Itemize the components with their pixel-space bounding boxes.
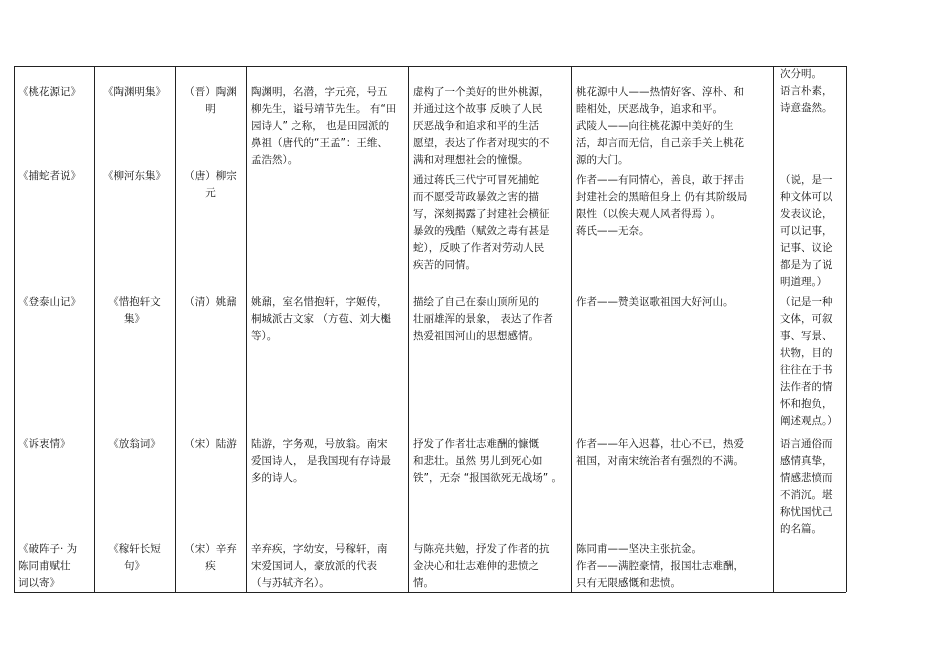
row-3-notes: （记是一种 文体，可叙 事、写景、 状物，目的 往往在于书 法作者的情 怀和抱负， 阐述观点。）: [780, 296, 838, 427]
row-5-bio: 辛弃疾，字幼安，号稼轩，南 宋爱国词人，豪放派的代表 （与苏轼齐名）。: [251, 543, 388, 589]
row-4-characters: 作者——年入迟暮，壮心不已，热爱 祖国，对南宋统治者有强烈的不满。: [576, 438, 744, 467]
row-2-title: 《捕蛇者说》: [18, 170, 81, 182]
row-2-theme: 通过蒋氏三代宁可冒死捕蛇 而不愿受苛政暴敛之害的描 写，深刻揭露了封建社会横征 暴敛的残酷（赋敛之毒有甚是 蛇），反映了作者对劳动人民 疾苦的同情。: [413, 174, 550, 271]
row-3-title: 《登泰山记》: [18, 296, 81, 308]
row-5-author: （宋）辛弃 疾: [184, 543, 237, 572]
column-divider: [408, 66, 409, 592]
table-bottom-border: [14, 592, 846, 593]
row-3-characters: 作者——赞美讴歌祖国大好河山。: [576, 296, 734, 308]
row-2-collection: 《柳河东集》: [103, 170, 166, 182]
notes-overflow-text: 次分明。 语言朴素， 诗意盎然。: [780, 68, 833, 114]
row-3-collection: 《惜抱轩文 集》: [108, 296, 161, 325]
row-2-characters: 作者——有同情心，善良，敢于抨击 封建社会的黑暗但身上 仍有其阶级局 限性（以俟夫观人风者得焉 ）。 蒋氏——无奈。: [576, 174, 748, 237]
row-2-author: （唐）柳宗 元: [184, 170, 237, 199]
row-4-notes: 语言通俗而 感情真挚， 情感悲愤而 不消沉。堪 称忧国忧己 的名篇。: [780, 438, 833, 535]
column-divider: [773, 66, 774, 592]
row-5-title: 《破阵子· 为 陈同甫赋壮 词以寄》: [18, 543, 78, 589]
row-3-theme: 描绘了自己在泰山顶所见的 壮丽雄浑的景象， 表达了作者 热爱祖国河山的思想感情。: [413, 296, 553, 342]
row-4-title: 《诉衷情》: [18, 438, 71, 450]
row-4-author: （宋）陆游: [184, 438, 237, 450]
row-1-title: 《桃花源记》: [18, 86, 81, 98]
row-4-bio: 陆游，字务观，号放翁。南宋 爱国诗人， 是我国现有存诗最 多的诗人。: [251, 438, 391, 484]
table-top-border: [14, 66, 846, 67]
column-divider: [175, 66, 176, 592]
row-4-theme: 抒发了作者壮志难酬的慷慨 和悲壮。虽然 男儿到死心如 铁”，无奈 “报国欲死无战场” 。: [413, 438, 562, 484]
row-1-theme: 虚构了一个美好的世外桃源， 并通过这个故事 反映了人民 厌恶战争和追求和平的生活 愿望，表达了作者对现实的不 满和对理想社会的憧憬。: [413, 86, 550, 166]
row-5-collection: 《稼轩长短 句》: [108, 543, 161, 572]
row-1-characters: 桃花源中人——热情好客、淳朴、和 睦相处，厌恶战争，追求和平。 武陵人——向往桃花源中美好的生 活，却言而无信，自己亲手关上桃花 源的大门。: [576, 86, 744, 166]
row-1-author: （晋）陶渊 明: [184, 86, 237, 115]
column-divider: [846, 66, 847, 592]
row-2-notes: （说，是一 种文体可以 发表议论， 可以记事， 记事、议论 都是为了说 明道理。）: [780, 174, 833, 288]
column-divider: [94, 66, 95, 592]
row-3-bio: 姚鼐，室名惜抱轩，字姬传， 桐城派古文家 （方苞、刘大櫆 等）。: [251, 296, 391, 342]
row-1-collection: 《陶渊明集》: [103, 86, 166, 98]
column-divider: [14, 66, 15, 592]
row-5-theme: 与陈亮共勉，抒发了作者的抗 金决心和壮志难伸的悲愤之 情。: [413, 543, 550, 589]
row-3-author: （清）姚鼐: [184, 296, 237, 308]
row-4-collection: 《放翁词》: [108, 438, 161, 450]
column-divider: [571, 66, 572, 592]
column-divider: [246, 66, 247, 592]
row-5-characters: 陈同甫——坚决主张抗金。 作者——满腔豪情，报国壮志难酬， 只有无限感慨和悲愤。: [576, 543, 744, 589]
row-1-bio: 陶渊明，名潜，字元亮，号五 柳先生，谥号靖节先生。 有“田 园诗人” 之称， 也是田园派的 鼻祖（唐代的“王孟”：王维、 孟浩然）。: [251, 86, 397, 166]
